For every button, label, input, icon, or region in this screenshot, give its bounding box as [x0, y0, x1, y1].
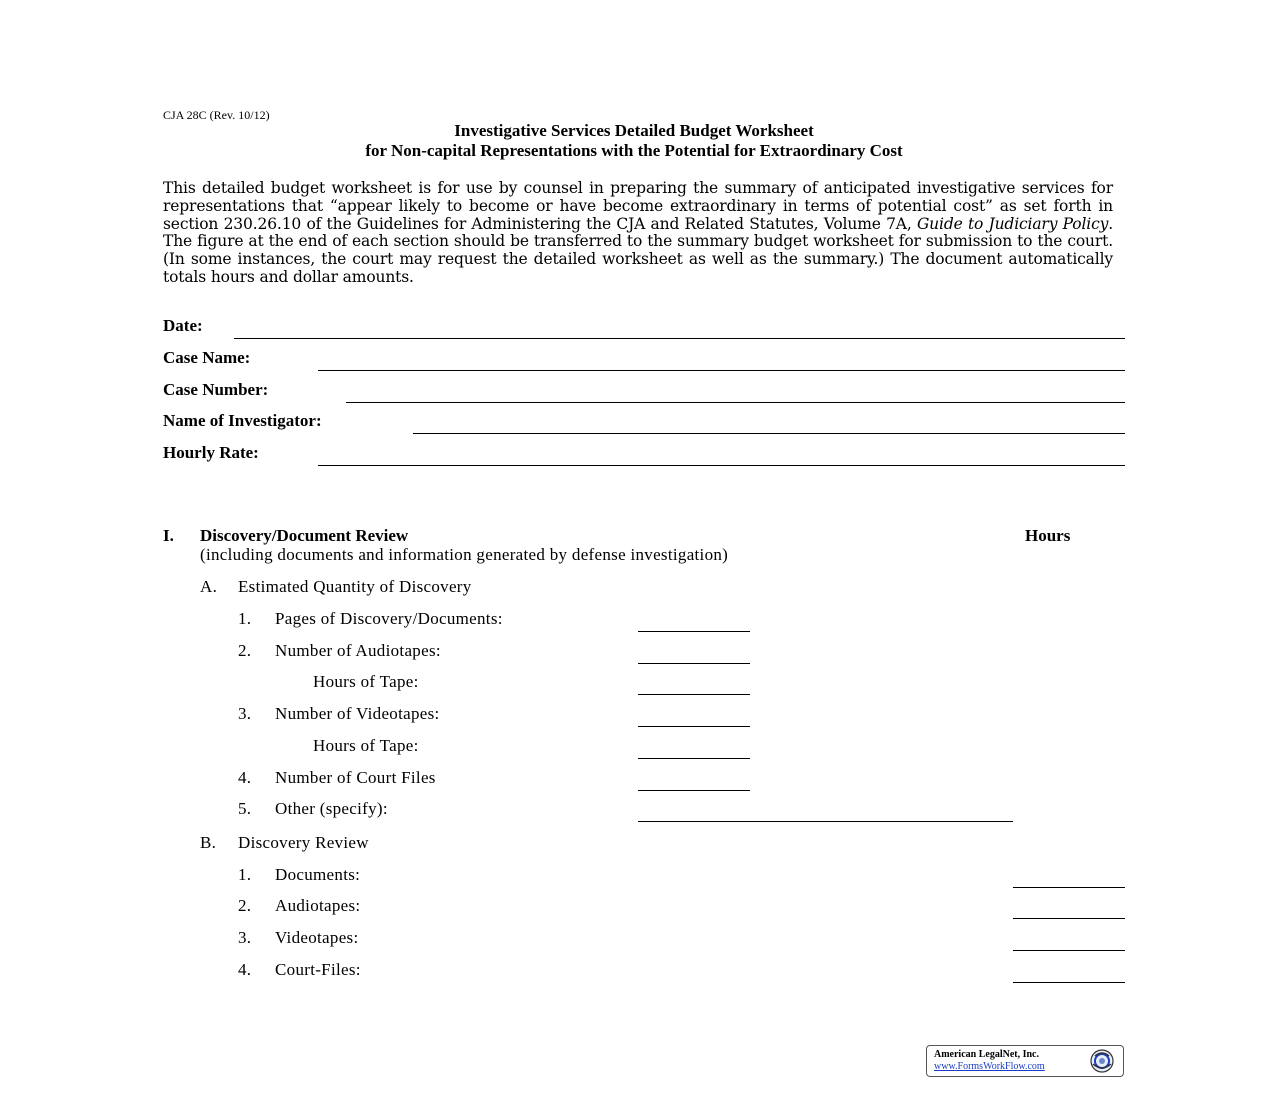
- item-label: Hours of Tape:: [313, 736, 419, 755]
- item-label: Hours of Tape:: [313, 672, 419, 691]
- intro-paragraph: [163, 180, 1113, 287]
- number-of-videotapes-field[interactable]: [638, 713, 750, 727]
- documents-hours-field[interactable]: [1013, 874, 1125, 888]
- intro-text-italic: Guide to Judiciary Policy: [916, 214, 1109, 233]
- video-hours-of-tape-field[interactable]: [638, 745, 750, 759]
- item-number: 2.: [238, 896, 252, 915]
- item-number: 3.: [238, 704, 252, 723]
- section-subtitle: (including documents and information generated by defense investigation): [200, 545, 729, 564]
- number-of-audiotapes-field[interactable]: [638, 650, 750, 664]
- item-label: Number of Audiotapes:: [275, 641, 441, 660]
- other-specify-field[interactable]: [638, 808, 1013, 822]
- item-number: 1.: [238, 609, 252, 628]
- item-number: 2.: [238, 641, 252, 660]
- videotapes-hours-field[interactable]: [1013, 937, 1125, 951]
- investigator-label: Name of Investigator:: [163, 411, 322, 430]
- section-title: Discovery/Document Review: [200, 526, 409, 545]
- case-name-label: Case Name:: [163, 348, 251, 367]
- part-a-title: Estimated Quantity of Discovery: [238, 577, 472, 596]
- item-label: Pages of Discovery/Documents:: [275, 609, 503, 628]
- court-files-hours-field[interactable]: [1013, 969, 1125, 983]
- item-label: Number of Court Files: [275, 768, 436, 787]
- item-number: 3.: [238, 928, 252, 947]
- part-b-title: Discovery Review: [238, 833, 369, 852]
- hours-header: Hours: [1025, 526, 1071, 545]
- audiotapes-hours-field[interactable]: [1013, 905, 1125, 919]
- section-numeral: I.: [163, 526, 174, 545]
- item-number: 5.: [238, 799, 252, 818]
- item-label: Documents:: [275, 865, 361, 884]
- date-label: Date:: [163, 316, 203, 335]
- item-label: Audiotapes:: [275, 896, 361, 915]
- part-a-letter: A.: [200, 577, 218, 596]
- intro-text-2: . The figure at the end of each section should be transferred to the summary budget worksheet for submission to the court. (In some instances, the court may request the detailed worksheet as well as the summary.) The document automatically totals hours and dollar amounts.: [163, 214, 1113, 286]
- title-line-1: Investigative Services Detailed Budget Worksheet: [454, 121, 814, 140]
- item-label: Court-Files:: [275, 960, 361, 979]
- globe-logo-icon: [1085, 1048, 1119, 1074]
- company-logo-badge[interactable]: [926, 1045, 1124, 1077]
- case-number-field[interactable]: [346, 388, 1125, 403]
- number-of-court-files-field[interactable]: [638, 777, 750, 791]
- audio-hours-of-tape-field[interactable]: [638, 681, 750, 695]
- item-label: Number of Videotapes:: [275, 704, 440, 723]
- case-name-field[interactable]: [318, 356, 1125, 371]
- hourly-rate-field[interactable]: [318, 451, 1125, 466]
- form-id: CJA 28C (Rev. 10/12): [163, 108, 270, 122]
- item-label: Other (specify):: [275, 799, 388, 818]
- date-field[interactable]: [234, 324, 1125, 339]
- company-url-link[interactable]: www.FormsWorkFlow.com: [934, 1061, 1045, 1072]
- intro-text-1: This detailed budget worksheet is for use by counsel in preparing the summary of anticipated investigative services for representations that “appear likely to become or have become extraordinary in terms of potential cost” as set forth in section 230.26.10 of the Guidelines for Administering the CJA and Related Statutes, Volume 7A,: [163, 179, 1113, 233]
- title-line-2: for Non-capital Representations with the Potential for Extraordinary Cost: [365, 141, 903, 160]
- company-name: American LegalNet, Inc.: [934, 1049, 1039, 1060]
- pages-of-discovery-field[interactable]: [638, 618, 750, 632]
- investigator-field[interactable]: [413, 419, 1125, 434]
- item-number: 4.: [238, 768, 252, 787]
- part-b-letter: B.: [200, 833, 217, 852]
- case-number-label: Case Number:: [163, 380, 269, 399]
- item-number: 1.: [238, 865, 252, 884]
- item-number: 4.: [238, 960, 252, 979]
- hourly-rate-label: Hourly Rate:: [163, 443, 259, 462]
- item-label: Videotapes:: [275, 928, 359, 947]
